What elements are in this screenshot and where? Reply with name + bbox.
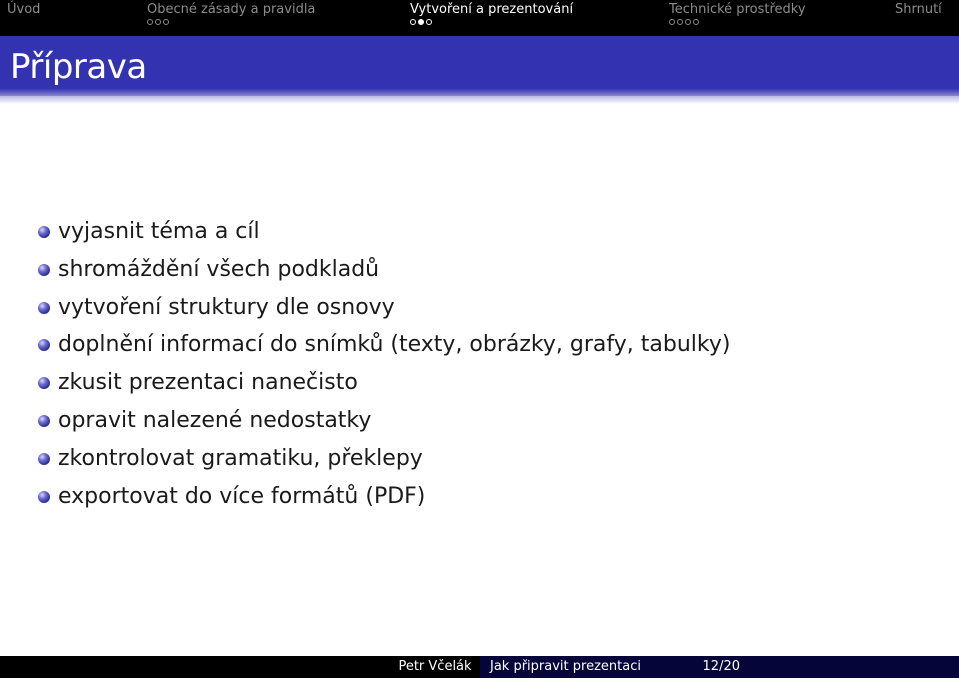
nav-section-label: Obecné zásady a pravidla: [147, 2, 316, 17]
bullet-text: opravit nalezené nedostatky: [58, 407, 372, 433]
nav-frame-dot[interactable]: [410, 19, 416, 25]
bullet-ball-icon: [38, 491, 50, 503]
bullet-text: exportovat do více formátů (PDF): [58, 483, 426, 509]
nav-frame-dot[interactable]: [693, 19, 699, 25]
list-item: [38, 402, 730, 440]
bullet-ball-icon: [38, 302, 50, 314]
bullet-ball-icon: [38, 453, 50, 465]
nav-frame-dot[interactable]: [163, 19, 169, 25]
nav-section-label: Technické prostředky: [669, 2, 806, 17]
bullet-ball-icon: [38, 264, 50, 276]
list-item: [38, 213, 730, 251]
bullet-ball-icon: [38, 339, 50, 351]
footer-page-number: 12/20: [702, 659, 740, 674]
footer-author: Petr Včelák: [398, 659, 472, 674]
frame-title-bar: [0, 36, 959, 96]
nav-frame-dots: [669, 19, 699, 25]
bullet-text: vytvoření struktury dle osnovy: [58, 294, 395, 320]
bullet-text: vyjasnit téma a cíl: [58, 219, 260, 244]
bullet-text: zkontrolovat gramatiku, překlepy: [58, 445, 423, 471]
nav-section-label: Shrnutí: [895, 2, 942, 17]
list-item: [38, 326, 730, 364]
section-navigation-bar: [0, 0, 959, 36]
bullet-text: doplnění informací do snímků (texty, obrázky, grafy, tabulky): [58, 332, 731, 358]
nav-frame-dots: [147, 19, 169, 25]
footer-presentation-title: Jak připravit prezentaci: [490, 659, 641, 674]
nav-frame-dot[interactable]: [685, 19, 691, 25]
nav-section-label: Úvod: [7, 2, 41, 17]
nav-frame-dot[interactable]: [155, 19, 161, 25]
bullet-ball-icon: [38, 226, 50, 238]
nav-frame-dot[interactable]: [677, 19, 683, 25]
footer-title-box: [480, 656, 959, 678]
bullet-text: shromáždění všech podkladů: [58, 256, 380, 282]
list-item: [38, 440, 730, 478]
nav-frame-dot-current[interactable]: [418, 19, 424, 25]
list-item: [38, 289, 730, 327]
nav-frame-dot[interactable]: [426, 19, 432, 25]
footer-bar: [0, 656, 959, 678]
bullet-ball-icon: [38, 377, 50, 389]
bullet-ball-icon: [38, 415, 50, 427]
nav-frame-dot[interactable]: [147, 19, 153, 25]
list-item: [38, 364, 730, 402]
bullet-text: zkusit prezentaci nanečisto: [58, 370, 358, 396]
nav-section-label: Vytvoření a prezentování: [410, 2, 574, 17]
bullet-list: [38, 213, 730, 515]
nav-frame-dots: [410, 19, 432, 25]
frame-title: Příprava: [10, 47, 147, 87]
list-item: [38, 251, 730, 289]
nav-frame-dot[interactable]: [669, 19, 675, 25]
list-item: [38, 478, 730, 516]
